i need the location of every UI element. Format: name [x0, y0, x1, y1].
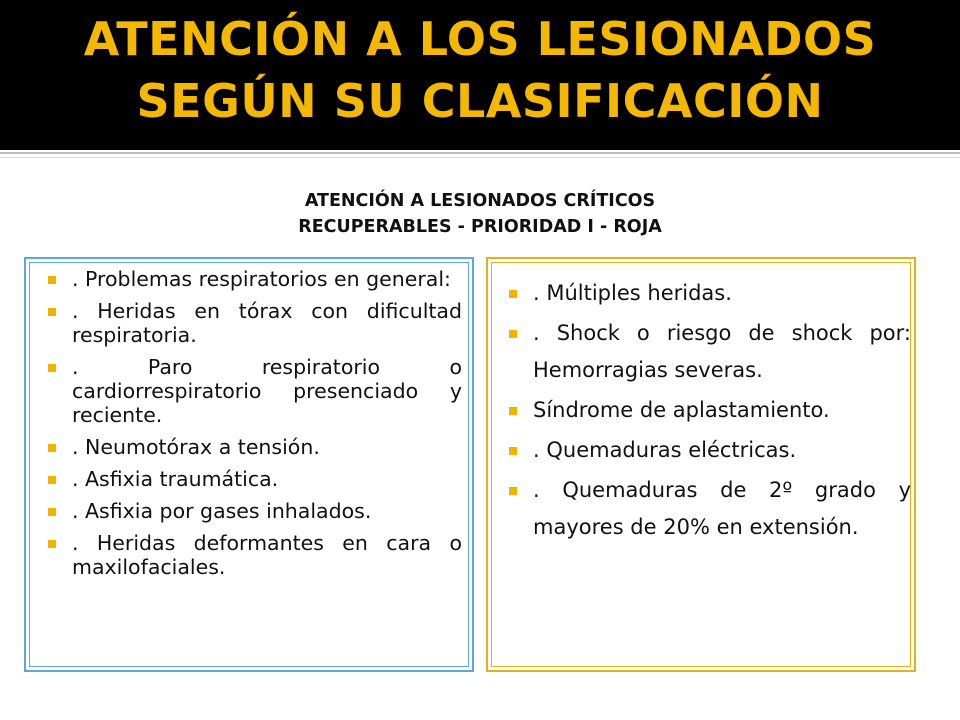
square-bullet-icon [48, 476, 56, 484]
square-bullet-icon [509, 487, 517, 495]
list-item-text: . Múltiples heridas. [533, 281, 732, 305]
list-item [507, 472, 911, 546]
section-subtitle [0, 188, 960, 240]
list-item [46, 267, 462, 291]
divider [0, 152, 960, 154]
subtitle-line-2: RECUPERABLES - PRIORIDAD I - ROJA [298, 217, 662, 237]
list-item-text: . Heridas en tórax con dificultad respiratoria. [72, 299, 462, 347]
list-item [46, 435, 462, 459]
right-bullet-list [507, 275, 911, 549]
list-item-text: . Asfixia por gases inhalados. [72, 499, 372, 523]
square-bullet-icon [509, 330, 517, 338]
list-item [507, 315, 911, 389]
list-item [507, 392, 911, 429]
square-bullet-icon [48, 508, 56, 516]
page-title [0, 8, 960, 132]
list-item-text: . Paro respiratorio o cardiorrespiratorio presenciado y reciente. [72, 355, 462, 427]
list-item [46, 499, 462, 523]
list-item [507, 275, 911, 312]
square-bullet-icon [48, 276, 56, 284]
left-bullet-list [46, 267, 462, 587]
title-line-2: SEGÚN SU CLASIFICACIÓN [136, 74, 824, 128]
square-bullet-icon [509, 290, 517, 298]
list-item [46, 531, 462, 579]
list-item [46, 467, 462, 491]
square-bullet-icon [509, 447, 517, 455]
square-bullet-icon [48, 364, 56, 372]
list-item-text: Síndrome de aplastamiento. [533, 398, 830, 422]
list-item-text: . Shock o riesgo de shock por: Hemorragias severas. [533, 321, 911, 382]
list-item-text: . Quemaduras eléctricas. [533, 438, 797, 462]
list-item-text: . Problemas respiratorios en general: [72, 267, 451, 291]
list-item [46, 299, 462, 347]
square-bullet-icon [48, 540, 56, 548]
square-bullet-icon [509, 407, 517, 415]
list-item-text: . Heridas deformantes en cara o maxilofaciales. [72, 531, 462, 579]
subtitle-line-1: ATENCIÓN A LESIONADOS CRÍTICOS [304, 191, 656, 211]
list-item-text: . Quemaduras de 2º grado y mayores de 20% en extensión. [533, 478, 911, 539]
square-bullet-icon [48, 444, 56, 452]
square-bullet-icon [48, 308, 56, 316]
list-item-text: . Asfixia traumática. [72, 467, 279, 491]
title-line-1: ATENCIÓN A LOS LESIONADOS [83, 12, 877, 66]
list-item [46, 355, 462, 427]
divider [0, 157, 960, 158]
list-item-text: . Neumotórax a tensión. [72, 435, 320, 459]
list-item [507, 432, 911, 469]
